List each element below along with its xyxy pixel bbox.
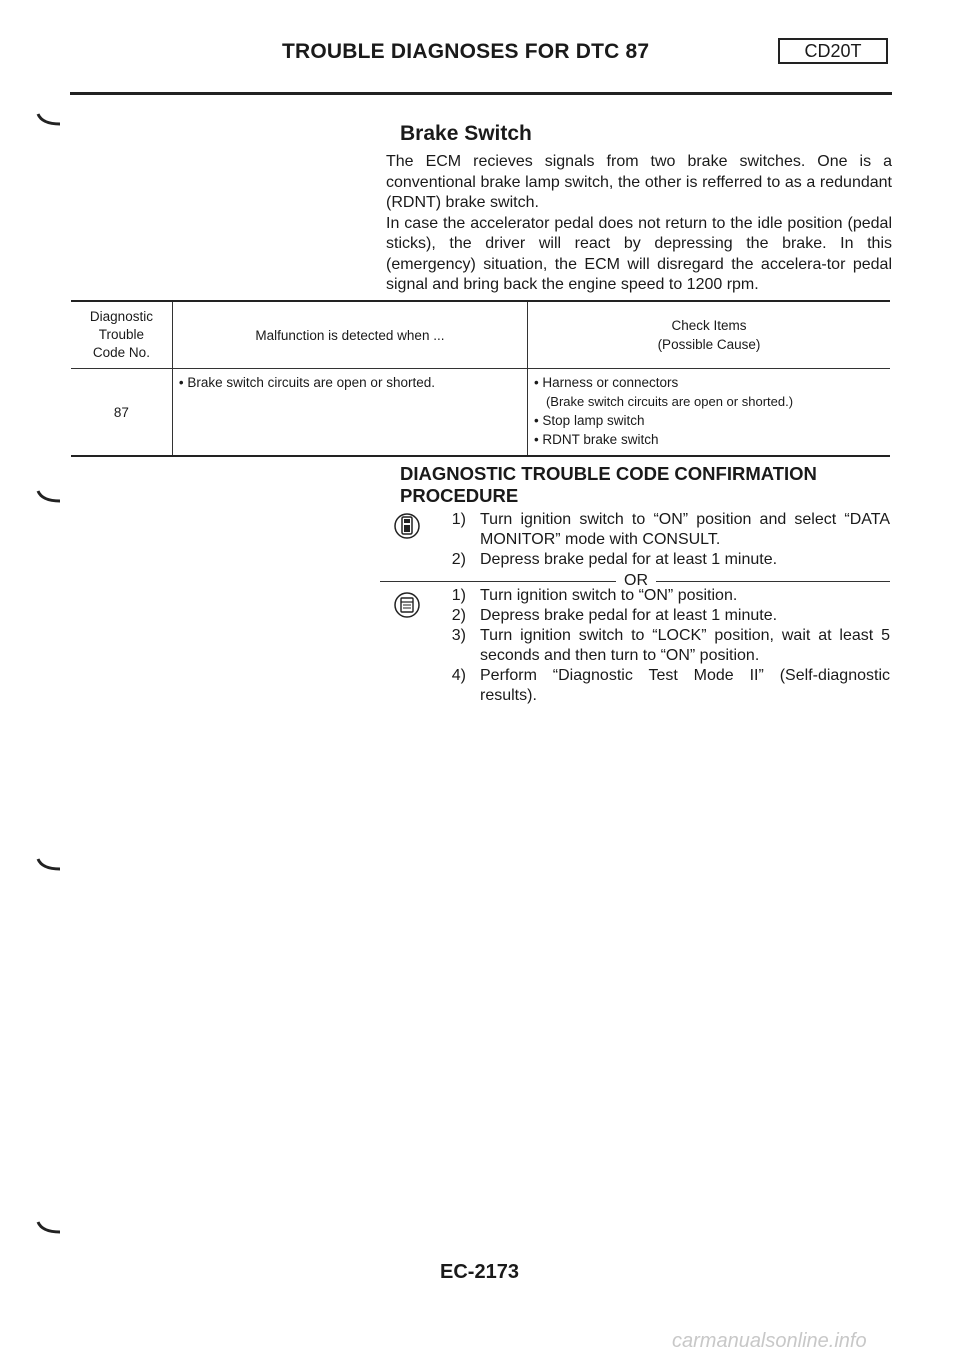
table-header-row (71, 301, 890, 369)
step-number: 1) (451, 511, 466, 528)
table-row (71, 369, 890, 457)
step-number: 1) (451, 587, 466, 604)
step-text: Depress brake pedal for at least 1 minute. (480, 551, 778, 568)
step-text: Turn ignition switch to “LOCK” position, wait at least 5 seconds and then turn to “ON” position. (480, 627, 890, 664)
corner-bracket-icon (36, 857, 62, 873)
header-check-items (527, 301, 890, 369)
check-item: • Stop lamp switch (533, 413, 645, 428)
page-title: TROUBLE DIAGNOSES FOR DTC 87 (282, 40, 650, 63)
step-text: Depress brake pedal for at least 1 minute. (480, 607, 778, 624)
page-number: EC-2173 (440, 1261, 519, 1283)
or-label: OR (624, 572, 648, 589)
intro-paragraph: In case the accelerator pedal does not return to the idle position (pedal sticks), the driver will react by depressing the brake. In this (emergency) situation, the ECM will disregard the accelera-tor pedal signal and bring back the engine speed to 1200 rpm. (386, 214, 892, 293)
check-item: • Harness or connectors (533, 375, 679, 390)
check-items-cell (527, 369, 890, 457)
header-code-line: Diagnostic (89, 309, 153, 324)
step-number: 4) (451, 667, 466, 684)
header-rule (70, 92, 892, 95)
divider-rule (656, 581, 890, 582)
engine-model-badge: CD20T (778, 38, 888, 64)
step-text: Turn ignition switch to “ON” position. (480, 587, 738, 604)
check-item-text: Stop lamp switch (542, 413, 645, 428)
header-code (71, 301, 172, 369)
header-code-line: Code No. (92, 345, 150, 360)
section-title: Brake Switch (400, 122, 532, 145)
procedure-title-line: DIAGNOSTIC TROUBLE CODE CONFIRMATION (400, 463, 817, 484)
malfunction-text: Brake switch circuits are open or shorted. (187, 375, 435, 390)
ecm-tool-icon (394, 590, 420, 620)
step-number: 3) (451, 627, 466, 644)
header-malfunction: Malfunction is detected when ... (172, 301, 527, 369)
malfunction-cell (172, 369, 527, 457)
dtc-code-cell: 87 (71, 369, 172, 457)
corner-bracket-icon (36, 489, 62, 505)
check-item-text: Harness or connectors (542, 375, 679, 390)
corner-bracket-icon (36, 112, 62, 128)
dtc-table (71, 300, 890, 457)
divider-rule (380, 581, 616, 582)
intro-paragraph: The ECM recieves signals from two brake switches. One is a conventional brake lamp switch, the other is refferred to as a redundant (RDNT) brake switch. (386, 153, 892, 211)
header-code-line: Trouble (98, 327, 145, 342)
step-number: 2) (451, 607, 466, 624)
procedure-title (400, 463, 880, 507)
check-item-text: RDNT brake switch (542, 432, 659, 447)
step-text: Turn ignition switch to “ON” position and select “DATA MONITOR” mode with CONSULT. (480, 511, 890, 548)
step-number: 2) (451, 551, 466, 568)
header-check-line: Check Items (671, 318, 747, 333)
corner-bracket-icon (36, 1220, 62, 1236)
site-watermark: carmanualsonline.info (672, 1330, 867, 1352)
check-item-note: (Brake switch circuits are open or shorted.) (545, 394, 794, 409)
consult-tester-icon (394, 510, 420, 540)
section-intro (386, 152, 892, 296)
malfunction-item: • Brake switch circuits are open or shorted. (178, 375, 435, 390)
step-text: Perform “Diagnostic Test Mode II” (Self-diagnostic results). (480, 667, 890, 704)
check-item: • RDNT brake switch (533, 432, 659, 447)
header-check-line: (Possible Cause) (657, 337, 761, 352)
procedure-title-line: PROCEDURE (400, 485, 519, 506)
